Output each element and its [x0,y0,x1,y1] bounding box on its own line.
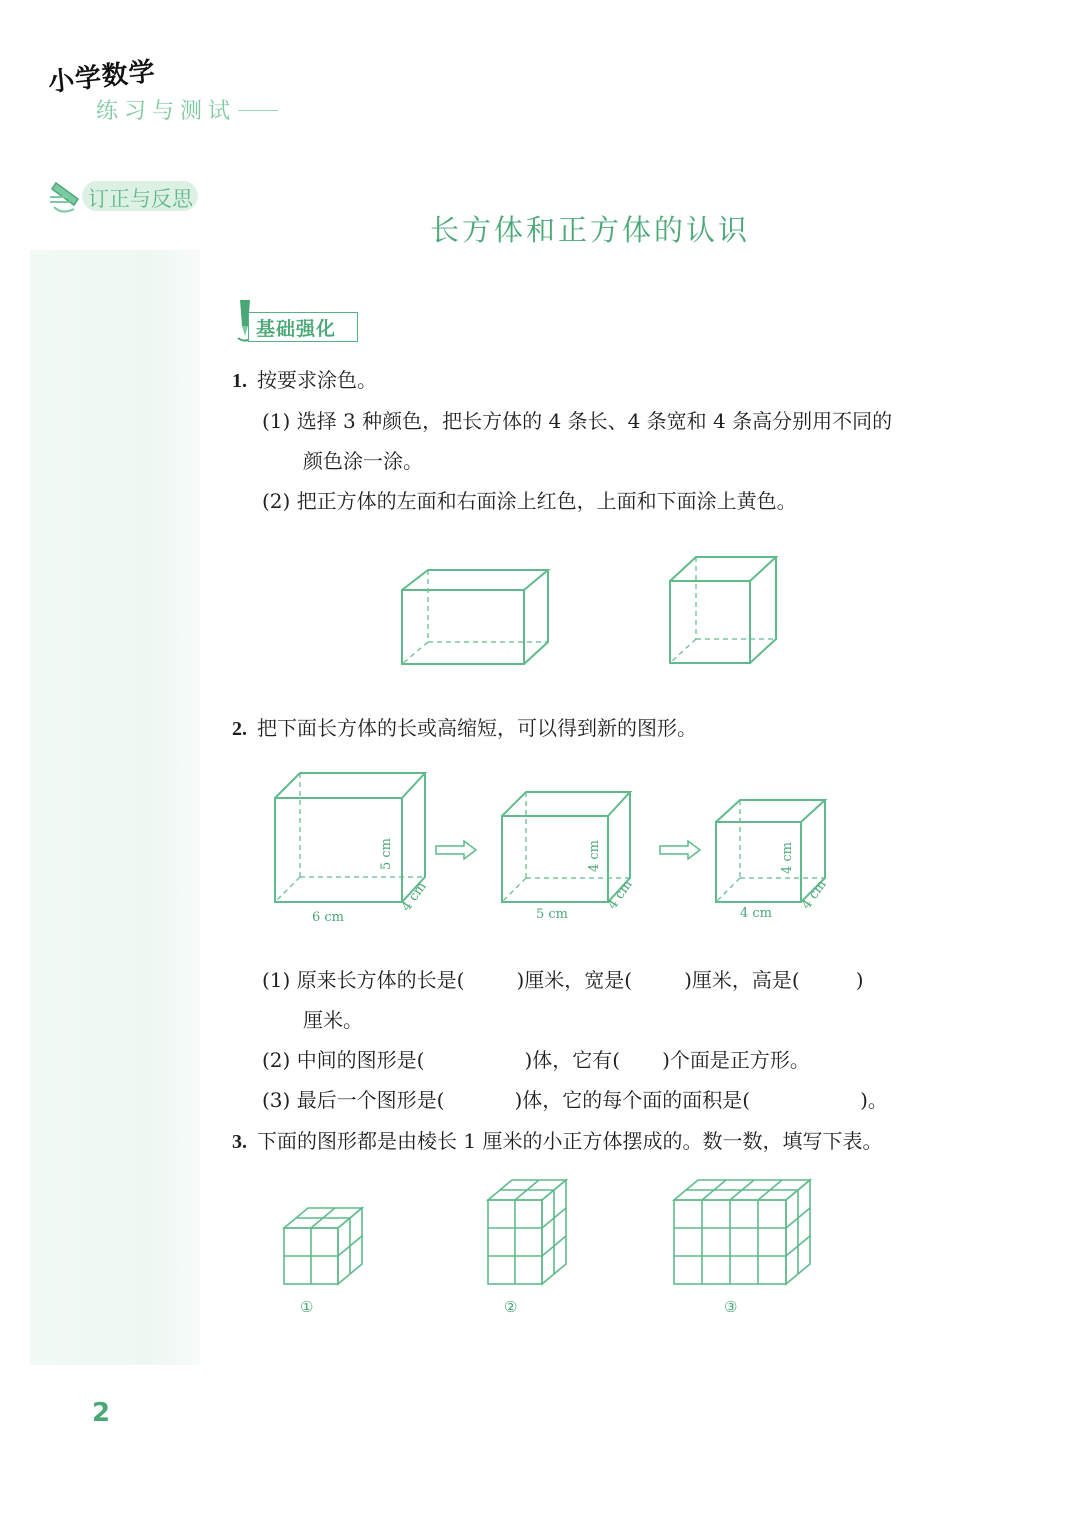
fig2-width-label: 4 cm [604,877,636,913]
section-tag [232,296,362,344]
question-2 [232,712,697,741]
q2-sub1-text-d: ) [855,968,864,992]
fig1-height-label: 5 cm [379,837,394,870]
q2-sub1-text-a: (1) 原来长方体的长是( [262,968,465,992]
fig3-height-label: 4 cm [780,841,795,874]
cuboid-5x4x4 [502,792,630,902]
q1-figures [390,545,810,675]
page-title: 长方体和正方体的认识 [429,213,750,247]
question-3-number: 3. [232,1131,247,1153]
question-2-number: 2. [232,718,247,740]
q2-sub3 [262,1084,888,1113]
cube-stack-2 [488,1180,566,1284]
q2-sub3-text-b: )体，它的每个面的面积是( [514,1088,751,1112]
fig3-length-label: 4 cm [740,906,773,921]
q1-sub1-line1: (1) 选择 3 种颜色，把长方体的 4 条长、4 条宽和 4 条高分别用不同的 [262,409,893,433]
cuboid-6x4x5 [275,773,425,902]
fig3-width-label: 4 cm [798,877,830,913]
brand-title: 小学数学 [46,56,158,98]
cuboid-figure [402,570,548,664]
fig1-width-label: 4 cm [398,879,430,915]
question-3 [232,1125,882,1154]
q2-sub3-text-a: (3) 最后一个图形是( [262,1088,445,1112]
q1-sub1-line2: 颜色涂一涂。 [303,449,423,473]
q2-figures [260,760,860,935]
fig2-height-label: 4 cm [587,839,602,872]
q2-sub3-text-c: )。 [860,1088,888,1112]
cube-stack-3 [674,1180,810,1284]
q2-sub2-text-c: )个面是正方形。 [662,1048,810,1072]
fig2-length-label: 5 cm [536,907,569,922]
q2-sub1-text-c: )厘米，高是( [684,968,800,992]
q3-label-3: ③ [724,1298,738,1316]
arrow-1 [436,841,476,859]
q2-sub2-text-a: (2) 中间的图形是( [262,1048,425,1072]
q3-label-1: ① [300,1298,314,1316]
correction-sidebar [30,250,200,1365]
arrow-2 [660,841,700,859]
question-1-number: 1. [232,370,247,392]
q2-sub2-text-b: )体，它有( [524,1048,621,1072]
question-1-text: 按要求涂色。 [257,368,377,392]
q2-sub2 [262,1044,810,1073]
fig1-length-label: 6 cm [312,910,345,925]
q2-sub1-line1 [262,964,864,993]
q2-sub1-text-b: )厘米，宽是( [516,968,633,992]
question-1 [232,364,377,393]
page-number: 2 [92,1398,111,1428]
correction-label: 订正与反思 [88,187,193,211]
q3-label-2: ② [504,1298,518,1316]
section-label: 基础强化 [256,318,337,340]
brand-subtitle: 练习与测试 [96,99,237,124]
q1-sub2: (2) 把正方体的左面和右面涂上红色，上面和下面涂上黄色。 [262,489,797,513]
brand-divider [238,110,278,111]
cube-4x4x4 [716,800,825,902]
q2-sub1-line2: 厘米。 [303,1008,363,1032]
question-3-text: 下面的图形都是由棱长 1 厘米的小正方体摆成的。数一数，填写下表。 [257,1129,883,1153]
q3-figures [270,1170,830,1320]
question-2-text: 把下面长方体的长或高缩短，可以得到新的图形。 [257,716,697,740]
cube-stack-1 [284,1208,362,1284]
cube-figure [670,557,776,663]
